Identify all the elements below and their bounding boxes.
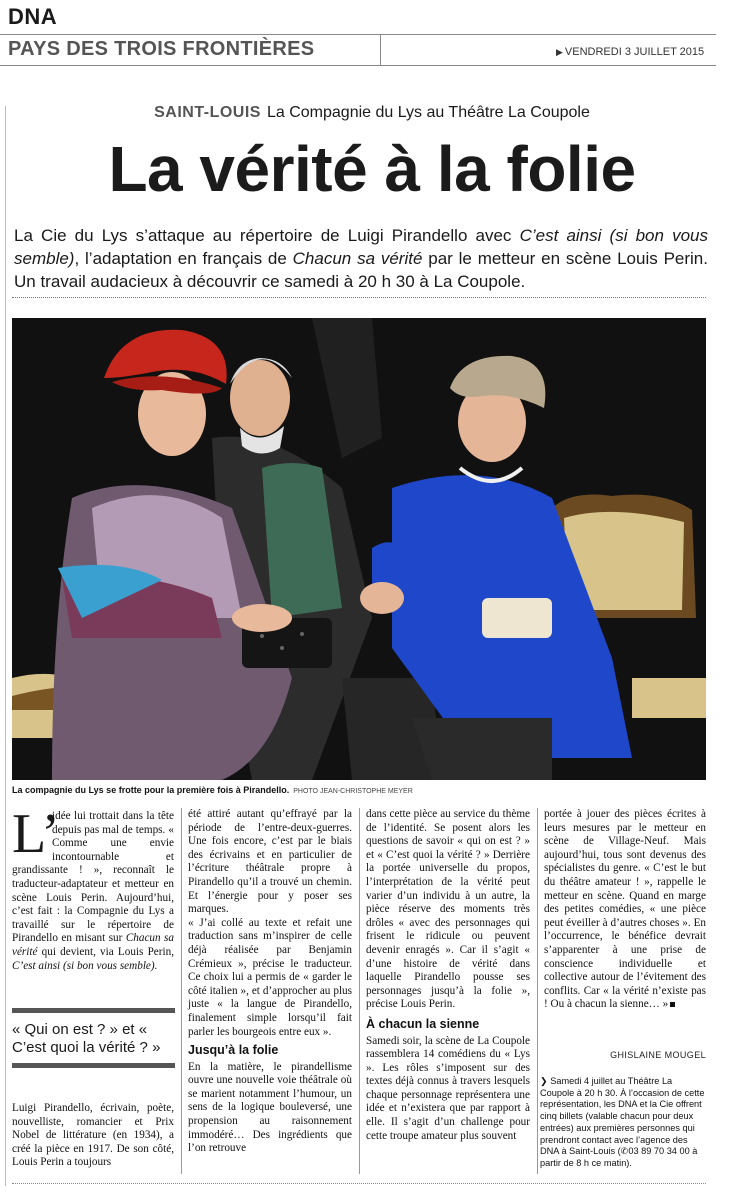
body-title: Chacun sa vérité xyxy=(12,932,174,958)
issue-date xyxy=(556,46,704,58)
info-arrow-icon: ❯ xyxy=(540,1076,551,1086)
headline: La vérité à la folie xyxy=(108,133,636,205)
standfirst-rule xyxy=(12,297,706,298)
standfirst-part: , l’adaptation en français de xyxy=(74,249,293,268)
subheading: À chacun la sienne xyxy=(366,1016,480,1031)
column-4 xyxy=(544,808,706,1012)
body-title: C’est ainsi (si bon vous semble). xyxy=(12,959,158,972)
column-separator xyxy=(359,808,360,1174)
body-paragraph: En la matière, le pirandellisme ouvre une nouvelle voie théâtrale où se marient notamment l’humour, un sens de la logique bouleversé, une propension au raisonnement immodéré… Des ingrédients que l’on retrouve xyxy=(188,1060,352,1155)
body-paragraph: été attiré autant qu’effrayé par la période de l’entre-deux-guerres. Une fois encore, c’est par le biais des écrivains et en particulier de l’écriture théâtrale propre à Pirandello qu’il a trouvé un chemin. Et l’énergie pour y poser ses marques. xyxy=(188,808,352,916)
photo-caption xyxy=(12,785,706,795)
standfirst-part: par le metteur en scène Louis Perin. Un travail audacieux à découvrir ce samedi à 20 h 30 à La Coupole. xyxy=(14,249,708,291)
section-divider xyxy=(380,34,381,66)
newspaper-logo: DNA xyxy=(8,4,58,29)
standfirst-title: Chacun sa vérité xyxy=(292,249,423,268)
column-separator xyxy=(181,808,182,1174)
dropcap-spacer xyxy=(12,810,52,852)
pull-quote-text: « Qui on est ? » et « C’est quoi la vérité ? » xyxy=(12,1021,161,1056)
column-1-continued: Luigi Pirandello, écrivain, poète, nouvelliste, romancier et Prix Nobel de littérature (en 1934), a créé la pièce en 1917. De son côté, Louis Perin a toujours xyxy=(12,1102,174,1169)
photo-credit: PHOTO JEAN-CHRISTOPHE MEYER xyxy=(293,788,413,795)
body-paragraph: dans cette pièce au service du thème de l’identité. Se posent alors les questions de savoir « qui on est ? » et « C’est quoi la vérité ? » Derrière la portée universelle du propos, l’interprétation de la vérité peut varier d’un individu à un autre, la pièce réserve des moments très drôles « avec des personnages qui frisent le ridicule ou peuvent devenir enragés ». Car il s’agit « d’une histoire de vérité dans laquelle Pirandello pousse ses personnages jusqu’à la folie », précise Louis Perin. xyxy=(366,808,530,1011)
column-1 xyxy=(12,810,174,973)
standfirst xyxy=(14,224,708,293)
practical-info xyxy=(540,1076,706,1170)
body-paragraph: Samedi soir, la scène de La Coupole rassemblera 14 comédiens du « Lys ». Les rôles s’imposent sur des textes déjà connus à travers lesquels chaque personnage représentera une idée et n’existera que par rapport à elle. Il s’agit d’un challenge pour cette troupe amateur plus souvent xyxy=(366,1034,530,1142)
standfirst-part: La Cie du Lys s’attaque au répertoire de Luigi Pirandello avec xyxy=(14,226,520,245)
body-text: qui devient, via Louis Perin, xyxy=(37,945,174,958)
caption-text: La compagnie du Lys se frotte pour la première fois à Pirandello. xyxy=(12,785,290,795)
end-of-article-icon xyxy=(670,1002,675,1007)
left-rule xyxy=(5,106,6,1186)
column-3 xyxy=(366,808,530,1143)
body-paragraph: portée à jouer des pièces écrites à leurs mesures par le metteur en scène de Village-Neuf. Mais aujourd’hui, tous sont devenus des spécialistes du genre. « C’est le but du théâtre amateur ! », rappelle le metteur en scène. Quand en marge des petites comédies, « une pièce peut éveiller à d’autres choses ». En l’occurrence, le bénéfice devrait s’apparenter à une prise de conscience individuelle et collective autour de l’évitement des conflits. Car « la vérité n’existe pas ! Ou à chacun la sienne… » xyxy=(544,808,706,1011)
body-text: idée lui trottait dans la tête depuis pas mal de temps. « Comme une envie incontournable et grandissante ! », reconnaît le traducteur-adaptateur et metteur en scène Louis Perin. Aujourd’hui, c’est fait : la Compagnie du Lys a travaillé sur le répertoire de Pirandello en misant sur xyxy=(12,810,174,945)
date-arrow-icon: ▶ xyxy=(556,47,563,57)
practical-info-text: Samedi 4 juillet au Théâtre La Coupole à 20 h 30. À l’occasion de cette représentation, les DNA et la Cie offrent cinq billets (valable chacun pour deux entrées) aux premières personnes qui prendront contact avec l’agence des DNA à Saint-Louis (✆03 89 70 34 00 à partir de 8 h ce matin). xyxy=(540,1076,705,1168)
pull-quote xyxy=(12,1008,175,1068)
column-2 xyxy=(188,808,352,1156)
bottom-rule xyxy=(12,1183,706,1184)
subheading: Jusqu’à la folie xyxy=(188,1043,279,1058)
stage-scene-illustration xyxy=(12,318,706,780)
section-title: PAYS DES TROIS FRONTIÈRES xyxy=(8,38,315,60)
kicker-text: La Compagnie du Lys au Théâtre La Coupole xyxy=(266,104,590,121)
kicker-location: SAINT-LOUIS xyxy=(154,104,261,121)
column-separator xyxy=(537,808,538,1174)
drop-cap: L’ xyxy=(12,803,60,865)
standfirst-title: C’est ainsi (si bon vous semble) xyxy=(14,226,708,268)
kicker xyxy=(0,104,744,122)
body-paragraph: « J’ai collé au texte et refait une traduction sans m’inspirer de celle déjà réalisée par Benjamin Crémieux », précise le traducteur. Ce choix lui a permis de « garder le côté italien », et d’approcher au plus juste « la langue de Pirandello, finalement simple lorsqu’il fait parler les bourgeois entre eux ». xyxy=(188,916,352,1038)
article-photo xyxy=(12,318,706,780)
issue-date-text: VENDREDI 3 JUILLET 2015 xyxy=(564,46,705,58)
author-signature: GHISLAINE MOUGEL xyxy=(610,1050,706,1060)
